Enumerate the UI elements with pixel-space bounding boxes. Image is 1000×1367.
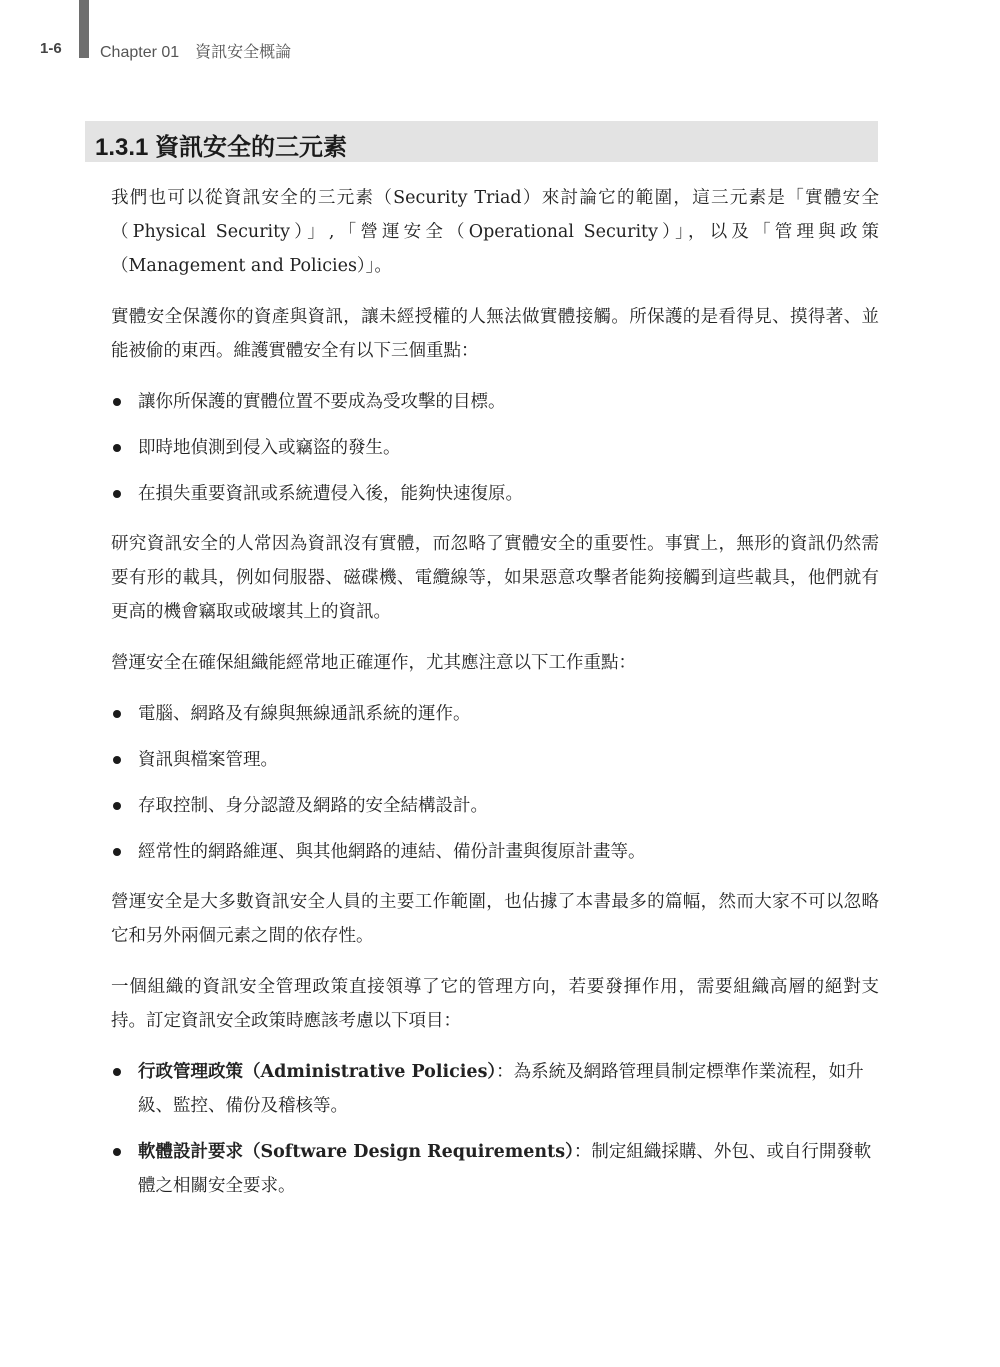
section-heading	[85, 121, 878, 162]
bullet-icon	[113, 710, 121, 718]
header-accent-bar	[79, 0, 89, 58]
chapter-title: Chapter 01 資訊安全概論	[100, 44, 292, 61]
list-item-text: ：為系統及網路管理員制定標準作業流程，如升級、監控、備份及稽核等。	[138, 1062, 864, 1116]
list-item-text: 經常性的網路維運、與其他網路的連結、備份計畫與復原計畫等。	[138, 842, 646, 862]
list-item-text: 即時地偵測到侵入或竊盜的發生。	[138, 438, 401, 458]
bullet-icon	[113, 444, 121, 452]
list-item	[111, 477, 879, 511]
bullet-icon	[113, 1148, 121, 1156]
bullet-icon	[113, 802, 121, 810]
list-item-term: 軟體設計要求（Software Design Requirements）	[138, 1142, 574, 1162]
bullet-icon	[113, 756, 121, 764]
paragraph: 實體安全保護你的資產與資訊，讓未經授權的人無法做實體接觸。所保護的是看得見、摸得著、並能被偷的東西。維護實體安全有以下三個重點：	[111, 307, 879, 361]
bullet-icon	[113, 1068, 121, 1076]
bullet-icon	[113, 398, 121, 406]
paragraph: 研究資訊安全的人常因為資訊沒有實體，而忽略了實體安全的重要性。事實上，無形的資訊仍然需要有形的載具，例如伺服器、磁碟機、電纜線等，如果惡意攻擊者能夠接觸到這些載具，他們就有更高的機會竊取或破壞其上的資訊。	[111, 534, 879, 622]
list-item-text: ：制定組織採購、外包、或自行開發軟體之相關安全要求。	[138, 1142, 872, 1196]
paragraph: 營運安全是大多數資訊安全人員的主要工作範圍，也佔據了本書最多的篇幅，然而大家不可以忽略它和另外兩個元素之間的依存性。	[111, 892, 879, 946]
page-number: 1-6	[40, 40, 62, 57]
list-item-term: 行政管理政策（Administrative Policies）	[138, 1062, 497, 1082]
list-item	[111, 1135, 879, 1203]
list-item-text: 存取控制、身分認證及網路的安全結構設計。	[138, 796, 488, 816]
bullet-icon	[113, 490, 121, 498]
paragraph: 一個組織的資訊安全管理政策直接領導了它的管理方向，若要發揮作用，需要組織高層的絕對支持。訂定資訊安全政策時應該考慮以下項目：	[111, 977, 879, 1031]
body-content	[111, 181, 879, 1219]
section-title: 1.3.1 資訊安全的三元素	[95, 134, 348, 161]
paragraph: 我們也可以從資訊安全的三元素（Security Triad）來討論它的範圍，這三元素是「實體安全（Physical Security）」,「營運安全（Operational Security）」，以及「管理與政策（Management and Policies）」。	[111, 188, 879, 276]
list-item	[111, 431, 879, 465]
list-item-text: 電腦、網路及有線與無線通訊系統的運作。	[138, 704, 471, 724]
list-item	[111, 697, 879, 731]
bullet-list-policies	[111, 1055, 879, 1203]
list-item	[111, 835, 879, 869]
list-item	[111, 1055, 879, 1123]
paragraph: 營運安全在確保組織能經常地正確運作，尤其應注意以下工作重點：	[111, 653, 636, 673]
list-item	[111, 743, 879, 777]
list-item	[111, 789, 879, 823]
list-item-text: 資訊與檔案管理。	[138, 750, 278, 770]
bullet-list-physical	[111, 385, 879, 511]
list-item-text: 讓你所保護的實體位置不要成為受攻擊的目標。	[138, 392, 506, 412]
list-item	[111, 385, 879, 419]
list-item-text: 在損失重要資訊或系統遭侵入後，能夠快速復原。	[138, 484, 523, 504]
bullet-icon	[113, 848, 121, 856]
bullet-list-operational	[111, 697, 879, 869]
